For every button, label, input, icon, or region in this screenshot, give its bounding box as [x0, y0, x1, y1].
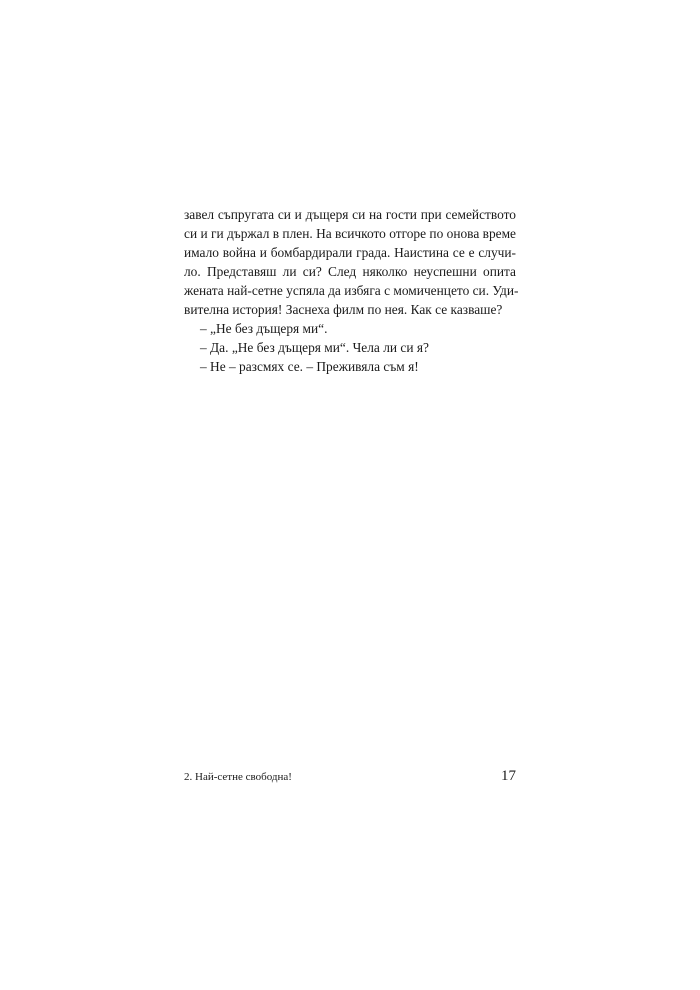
dialogue-line-2: – Да. „Не без дъщеря ми“. Чела ли си я?	[200, 340, 429, 355]
paragraph-line-1: завел съпругата си и дъщеря си на гости при семейството	[184, 207, 516, 222]
page-number: 17	[501, 768, 516, 784]
paragraph-line-4: ло. Представяш ли си? След няколко неуспешни опита	[184, 264, 516, 279]
dialogue-line-1: – „Не без дъщеря ми“.	[200, 321, 328, 336]
paragraph-line-6: вителна история! Заснеха филм по нея. Как се казваше?	[184, 302, 503, 317]
paragraph-line-3: имало война и бомбардирали града. Наистина се е случи-	[184, 245, 516, 260]
page-footer	[184, 768, 516, 785]
paragraph-line-2: си и ги държал в плен. На всичкото отгоре по онова време	[184, 226, 516, 241]
main-text	[184, 205, 519, 376]
dialogue-line-3: – Не – разсмях се. – Преживяла съм я!	[200, 359, 419, 374]
chapter-title: 2. Най-сетне свободна!	[184, 771, 292, 783]
paragraph-line-5: жената най-сетне успяла да избяга с момиченцето си. Уди-	[184, 283, 519, 298]
